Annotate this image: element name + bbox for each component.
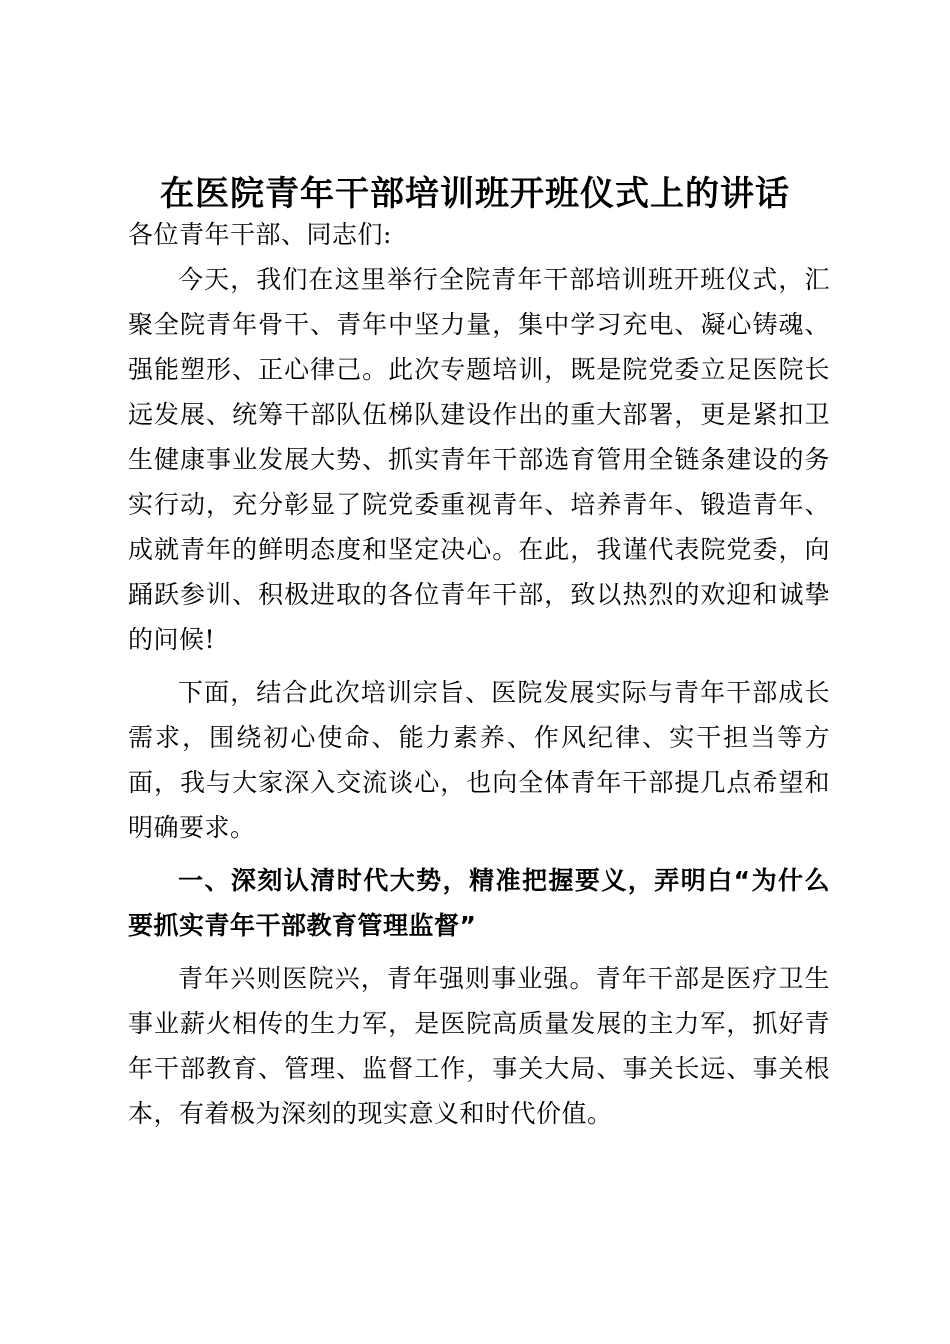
paragraph-intro: 下面，结合此次培训宗旨、医院发展实际与青年干部成长需求，围绕初心使命、能力素养、作风纪律、实干担当等方面，我与大家深入交流谈心，也向全体青年干部提几点希望和明确要求。 (128, 678, 830, 842)
document-title: 在医院青年干部培训班开班仪式上的讲话 (160, 174, 790, 214)
section-heading-1: 一、深刻认清时代大势，精准把握要义，弄明白“为什么要抓实青年干部教育管理监督” (128, 866, 830, 940)
paragraph-opening: 今天，我们在这里举行全院青年干部培训班开班仪式，汇聚全院青年骨干、青年中坚力量，集中学习充电、凝心铸魂、强能塑形、正心律己。此次专题培训，既是院党委立足医院长远发展、统筹干部队伍梯队建设作出的重大部署，更是紧扣卫生健康事业发展大势、抓实青年干部选育管用全链条建设的务实行动，充分彰显了院党委重视青年、培养青年、锻造青年、成就青年的鲜明态度和坚定决心。在此，我谨代表院党委，向踊跃参训、积极进取的各位青年干部，致以热烈的欢迎和诚挚的问候! (128, 265, 830, 654)
document-body (128, 212, 830, 1136)
paragraph-section-1: 青年兴则医院兴，青年强则事业强。青年干部是医疗卫生事业薪火相传的生力军，是医院高质量发展的主力军，抓好青年干部教育、管理、监督工作，事关大局、事关长远、事关根本，有着极为深刻的现实意义和时代价值。 (128, 964, 830, 1128)
salutation: 各位青年干部、同志们: (128, 220, 392, 249)
